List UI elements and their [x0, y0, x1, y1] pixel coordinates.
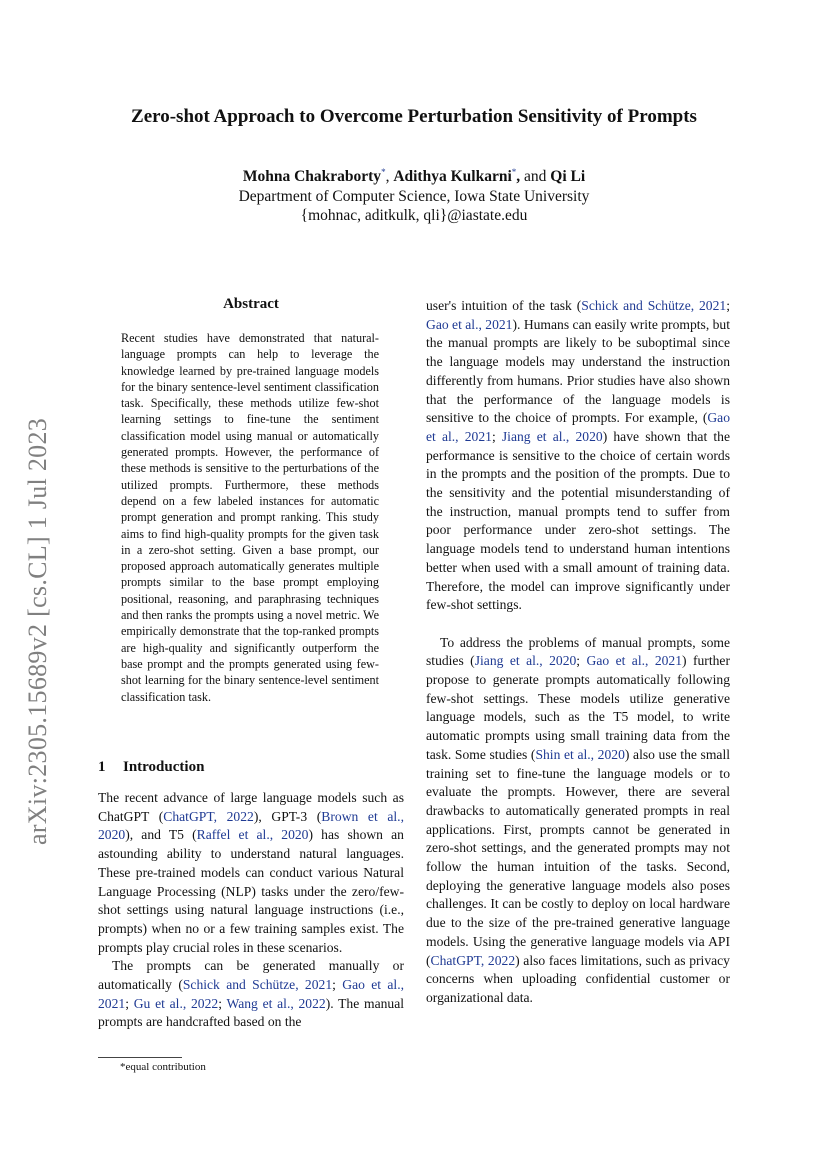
author-name: Adithya Kulkarni [393, 168, 512, 186]
citation-link[interactable]: Jiang et al., 2020 [474, 653, 577, 669]
paragraph: To address the problems of manual prompts, some studies (Jiang et al., 2020; Gao et al., 2021) further propose to generate prompts automatically following few-shot settings. These models utilize generative language models, such as the T5 model, to write automatic prompts using small training data from the task. Some studies (Shin et al., 2020) also use the small training set to fine-tune the language models or to evaluate the prompts. However, there are several drawbacks to automatically generated prompts in real applications. First, prompts cannot be generated in zero-shot settings, and the generated prompts may not follow the human intuition of the tasks. Second, deploying the generative language models also poses challenges. It can be costly to deploy on local hardware due to the size of the pre-trained generative language models. Using the generative language models via API (ChatGPT, 2022) also faces limitations, such as privacy concerns when uploading confidential customer or organizational data. [426, 634, 730, 1005]
citation-link[interactable]: Schick and Schütze, 2021 [182, 977, 333, 993]
equal-contribution-mark[interactable]: * [381, 167, 386, 177]
citation-link[interactable]: Gao et al., 2021 [426, 316, 513, 332]
footnote-divider [98, 1057, 182, 1058]
paragraph: user's intuition of the task (Schick and Schütze, 2021; Gao et al., 2021). Humans can easily write prompts, but the manual prompts are likely to be suboptimal since the language models may understand the instruction differently from humans. Prior studies have also shown that the performance of the language models is sensitive to the choice of prompts. For example, (Gao et al., 2021; Jiang et al., 2020) have shown that the performance is sensitive to the choice of certain words in the prompts and the position of the prompts. Due to the sensitivity and the potential misunderstanding of the instruction, manual prompts tend to suffer from poor performance under zero-shot settings. The language models tend to understand human intentions better when used with a small amount of training data. Therefore, the model can improve significantly under few-shot settings. [426, 298, 731, 613]
affiliation: Department of Computer Science, Iowa State University [238, 188, 590, 205]
citation-link[interactable]: ChatGPT, 2022 [163, 808, 254, 824]
citation-link[interactable]: Gao et al., 2021 [586, 653, 683, 669]
author-emails: {mohnac, aditkulk, qli}@iastate.edu [300, 207, 528, 224]
section-number: 1 [98, 759, 106, 775]
author-list: Mohna Chakraborty*, Adithya Kulkarni*, and Qi Li [242, 167, 586, 186]
arxiv-identifier[interactable]: arXiv:2305.15689v2 [cs.CL] 1 Jul 2023 [23, 417, 52, 845]
paper-title: Zero-shot Approach to Overcome Perturbation Sensitivity of Prompts [131, 106, 697, 127]
paragraph: The prompts can be generated manually or automatically (Schick and Schütze, 2021; Gao et al., 2021; Gu et al., 2022; Wang et al., 2022). The manual prompts are handcrafted based on the [98, 958, 405, 1030]
equal-contribution-mark[interactable]: * [511, 167, 517, 177]
citation-link[interactable]: Gao et al., 2021 [426, 410, 730, 444]
abstract-heading: Abstract [223, 296, 279, 312]
section-title: Introduction [123, 759, 205, 775]
left-column [98, 789, 404, 1032]
citation-link[interactable]: Wang et al., 2022 [226, 995, 326, 1011]
right-column [426, 297, 730, 1008]
section-heading-introduction [98, 759, 204, 776]
citation-link[interactable]: Shin et al., 2020 [535, 746, 625, 762]
author-name: Qi Li [550, 168, 586, 186]
author-name: Mohna Chakraborty [242, 168, 382, 186]
citation-link[interactable]: Jiang et al., 2020 [501, 428, 603, 444]
abstract-text: Recent studies have demonstrated that natural-language prompts can help to leverage the knowledge learned by pre-trained language models for the binary sentence-level sentiment classification task. Specifically, these methods utilize few-shot learning settings to fine-tune the sentiment classification model using manual or automatically generated prompts. However, the performance of these methods is sensitive to the perturbations of the utilized prompts. Furthermore, these methods depend on a few labeled instances for automatic prompt generation and prompt ranking. This study aims to find high-quality prompts for the given task in a zero-shot setting. Given a base prompt, our proposed approach automatically generates multiple prompts similar to the base prompt employing positional, reasoning, and paraphrasing techniques and then ranks the prompts using a novel metric. We empirically demonstrate that the top-ranked prompts are high-quality and significantly outperform the base prompt and the prompts generated using few-shot learning for the binary sentence-level sentiment classification task. [121, 331, 379, 704]
citation-link[interactable]: Gu et al., 2022 [133, 995, 219, 1011]
citation-link[interactable]: ChatGPT, 2022 [430, 952, 516, 968]
footnote: *equal contribution [120, 1061, 206, 1073]
citation-link[interactable]: Brown et al., 2020 [98, 808, 404, 843]
paragraph: The recent advance of large language models such as ChatGPT (ChatGPT, 2022), GPT-3 (Brown et al., 2020), and T5 (Raffel et al., 2020) has shown an astounding ability to understand natural languages. These pre-trained models can conduct various Natural Language Processing (NLP) tasks under the zero/few-shot settings using natural language instructions (i.e., prompts) when no or a few training samples exist. The prompts play crucial roles in these scenarios. [98, 790, 404, 955]
citation-link[interactable]: Raffel et al., 2020 [196, 827, 309, 843]
author-and: and [524, 168, 547, 186]
citation-link[interactable]: Gao et al., 2021 [98, 977, 404, 1011]
citation-link[interactable]: Schick and Schütze, 2021 [581, 298, 727, 313]
